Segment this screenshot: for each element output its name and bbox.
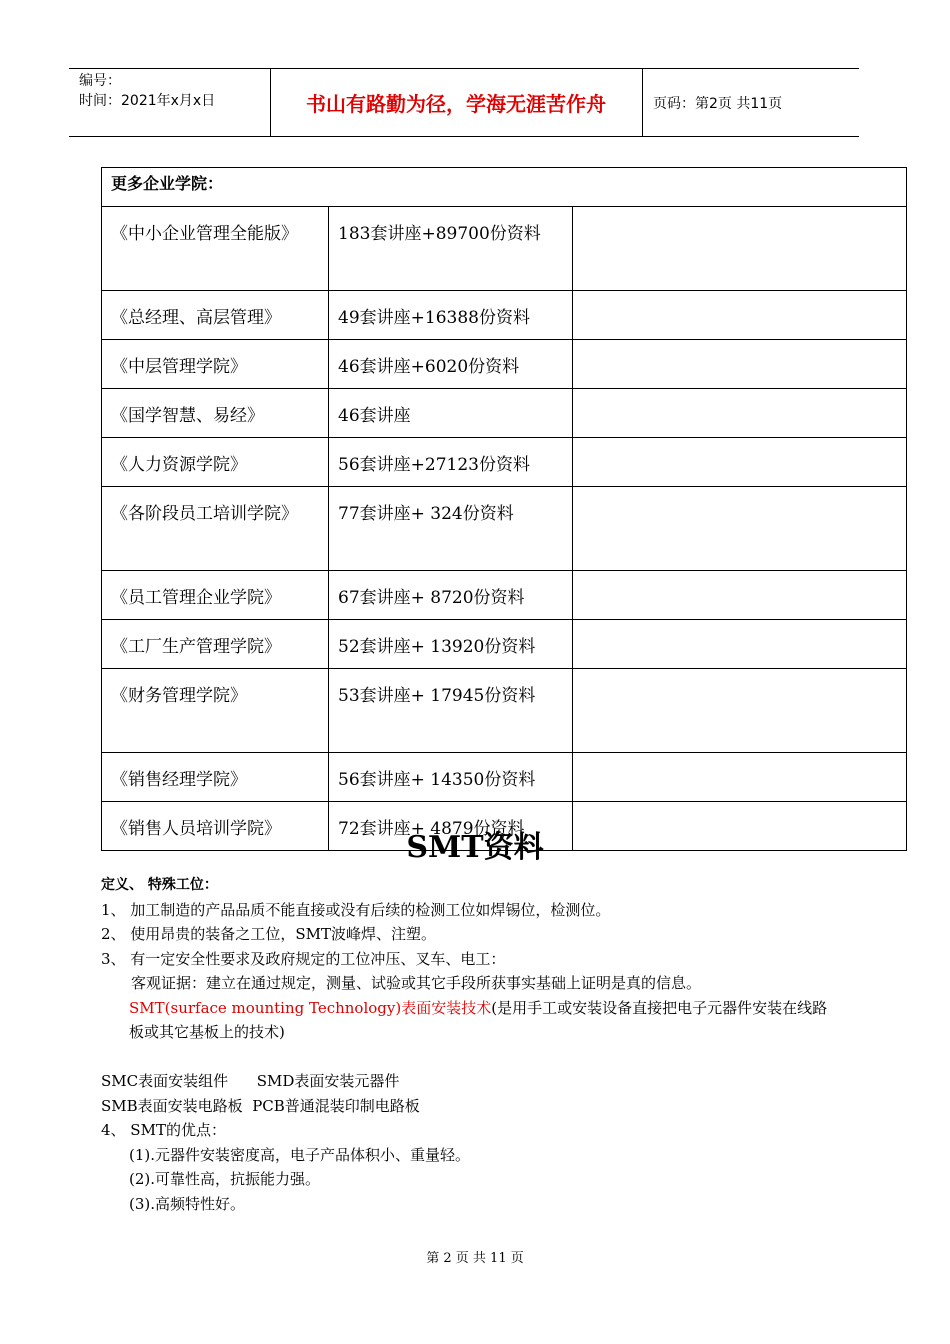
header-motto: 书山有路勤为径，学海无涯苦作舟 [306,92,606,116]
table-row [102,438,907,487]
table-cell-desc: 52套讲座+ 13920份资料 [329,620,573,669]
table-row [102,291,907,340]
terms-line: SMC表面安装组件 SMD表面安装元器件 [101,1072,400,1090]
document-title: SMT资料 [406,830,544,865]
terms-line: SMB表面安装电路板 PCB普通混装印制电路板 [101,1096,420,1115]
list-item: 4、 SMT的优点： [101,1121,226,1139]
table-cell-name: 《各阶段员工培训学院》 [102,487,329,571]
academy-table [101,167,907,851]
table-row [102,669,907,753]
table-cell-desc: 72套讲座+ 4879份资料 [329,802,573,851]
table-header-row [102,168,907,207]
table-cell-desc: 46套讲座 [329,389,573,438]
table-cell-desc: 49套讲座+16388份资料 [329,291,573,340]
header-meta [79,71,215,111]
table-cell-name: 《员工管理企业学院》 [102,571,329,620]
table-row [102,207,907,291]
table-row [102,487,907,571]
evidence-text: 客观证据：建立在通过规定，测量、试验或其它手段所获事实基础上证明是真的信息。 [131,974,702,992]
header-page: 页码：第2页 共11页 [653,95,783,112]
advantage-item: (3).高频特性好。 [129,1194,246,1213]
table-cell-extra [573,291,907,340]
table-row [102,389,907,438]
spacer [101,1045,841,1070]
table-cell-desc: 67套讲座+ 8720份资料 [329,571,573,620]
table-cell-extra [573,389,907,438]
table-row [102,571,907,620]
advantage-item: (1).元器件安装密度高，电子产品体积小、重量轻。 [129,1145,471,1164]
document-body [101,873,841,1216]
table-cell-name: 《人力资源学院》 [102,438,329,487]
list-item: 1、 加工制造的产品品质不能直接或没有后续的检测工位如焊锡位，检测位。 [101,900,611,919]
table-cell-name: 《工厂生产管理学院》 [102,620,329,669]
section-subhead: 定义、 特殊工位： [101,877,218,893]
table-cell-name: 《国学智慧、易经》 [102,389,329,438]
table-cell-extra [573,438,907,487]
table-cell-desc: 56套讲座+27123份资料 [329,438,573,487]
table-cell-extra [573,487,907,571]
advantage-item: (2).可靠性高，抗振能力强。 [129,1170,321,1188]
table-cell-desc: 53套讲座+ 17945份资料 [329,669,573,753]
table-cell-name: 《销售人员培训学院》 [102,802,329,851]
smt-explanation: (是用手工或安装设备直接把电子元器件安装在线路板或其它基板上的技术) [129,998,828,1041]
table-cell-extra [573,669,907,753]
page-footer: 第 2 页 共 11 页 [426,1251,524,1266]
table-cell-desc: 77套讲座+ 324份资料 [329,487,573,571]
header-time: 时间：2021年x月x日 [79,93,216,109]
table-cell-name: 《中小企业管理全能版》 [102,207,329,291]
table-row [102,620,907,669]
table-cell-extra [573,571,907,620]
list-item: 3、 有一定安全性要求及政府规定的工位冲压、叉车、电工： [101,949,506,968]
list-item: 2、 使用昂贵的装备之工位，SMT波峰焊、注塑。 [101,925,436,943]
table-heading: 更多企业学院： [102,168,907,207]
smt-term: SMT(surface mounting Technology)表面安装技术 [129,998,492,1017]
table-cell-desc: 56套讲座+ 14350份资料 [329,753,573,802]
table-cell-extra [573,207,907,291]
table-cell-name: 《中层管理学院》 [102,340,329,389]
table-cell-desc: 46套讲座+6020份资料 [329,340,573,389]
table-cell-extra [573,753,907,802]
header-number: 编号： [79,73,121,89]
header-divider [642,69,643,136]
page-header [69,68,859,137]
table-cell-name: 《财务管理学院》 [102,669,329,753]
table-cell-name: 《总经理、高层管理》 [102,291,329,340]
table-row [102,753,907,802]
table-cell-extra [573,620,907,669]
table-cell-extra [573,340,907,389]
table-cell-name: 《销售经理学院》 [102,753,329,802]
table-row [102,340,907,389]
smt-definition [101,996,841,1045]
table-cell-desc: 183套讲座+89700份资料 [329,207,573,291]
